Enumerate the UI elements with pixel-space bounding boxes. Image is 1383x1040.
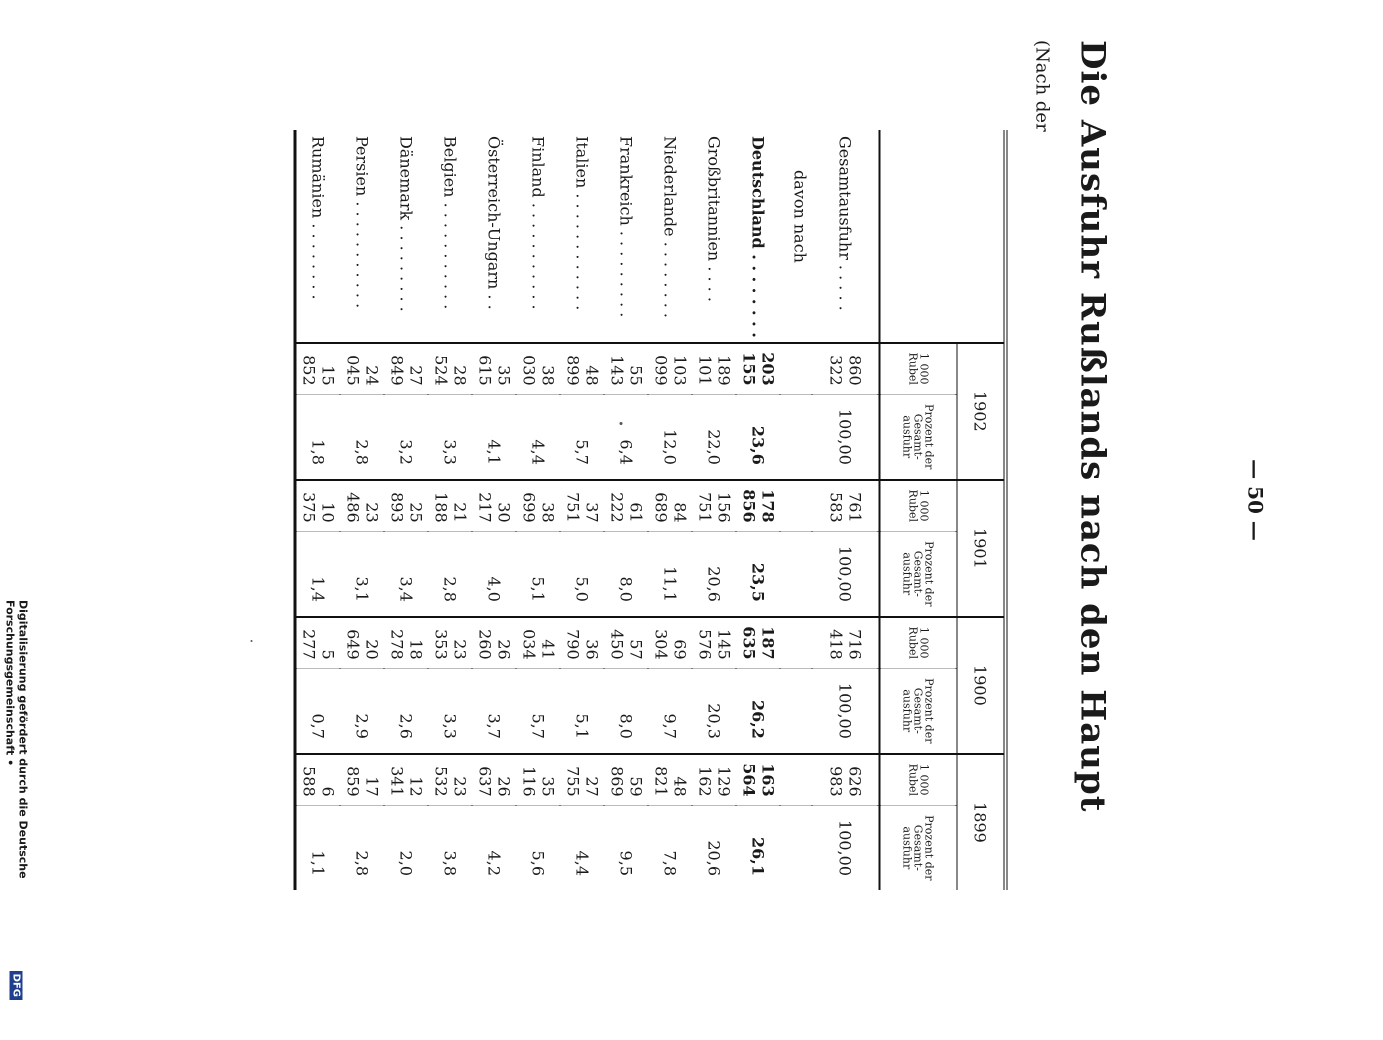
subhead-label: davon nach: [790, 170, 810, 263]
cell-rubel: 38 030: [517, 343, 561, 394]
row-label: Rumänien . . . . . . . .: [309, 136, 328, 300]
row-label: Gesamtausfuhr . . . . .: [836, 136, 855, 311]
row-label: Großbritannien . . . .: [705, 136, 724, 302]
table-row: [737, 130, 781, 890]
cell-rubel: 30 217: [473, 480, 517, 531]
cell-percent: 2,8: [429, 531, 473, 617]
cell-percent: 0,7: [295, 668, 341, 754]
cell-rubel: 716 418: [813, 617, 880, 668]
row-label: Belgien . . . . . . . . . . .: [441, 136, 460, 310]
cell-percent: 20,6: [693, 531, 737, 617]
print-speck: [251, 640, 253, 642]
cell-percent: 3,7: [473, 668, 517, 754]
cell-percent: 12,0: [649, 394, 693, 480]
cell-rubel: 163 564: [737, 754, 781, 805]
cell-percent: 100,00: [813, 668, 880, 754]
table-row: [341, 130, 385, 890]
cell-rubel: 103 099: [649, 343, 693, 394]
row-label: Deutschland . . . . . . . .: [749, 136, 768, 338]
cell-percent: 100,00: [813, 805, 880, 890]
cell-percent: 100,00: [813, 531, 880, 617]
cell-rubel: 23 353: [429, 617, 473, 668]
cell-rubel: 129 162: [693, 754, 737, 805]
cell-rubel: 28 524: [429, 343, 473, 394]
cell-percent: 26,2: [737, 668, 781, 754]
cell-rubel: 69 304: [649, 617, 693, 668]
year-header: 1900: [957, 617, 1006, 754]
cell-percent: 2,8: [341, 394, 385, 480]
page-title: Die Ausfuhr Rußlands nach den Haupt: [1072, 40, 1113, 813]
cell-percent: 1,4: [295, 531, 341, 617]
table-row-subhead: [781, 130, 813, 890]
cell-percent: 5,7: [561, 394, 605, 480]
cell-percent: 2,6: [385, 668, 429, 754]
cell-percent: 7,8: [649, 805, 693, 890]
cell-rubel: 24 045: [341, 343, 385, 394]
cell-percent: 9,5: [605, 805, 649, 890]
cell-rubel: 761 583: [813, 480, 880, 531]
table-row: [429, 130, 473, 890]
cell-percent: 4,4: [517, 394, 561, 480]
print-speck: [620, 422, 623, 425]
cell-percent: 23,6: [737, 394, 781, 480]
cell-rubel: 18 278: [385, 617, 429, 668]
cell-percent: 20,3: [693, 668, 737, 754]
cell-percent: 4,4: [561, 805, 605, 890]
cell-rubel: 187 635: [737, 617, 781, 668]
row-label: Italien . . . . . . . . . . . .: [573, 136, 592, 311]
rubel-header: 1 000 Rubel: [880, 617, 958, 668]
cell-percent: 23,5: [737, 531, 781, 617]
cell-percent: 2,9: [341, 668, 385, 754]
percent-header: Prozent der Gesamt-ausfuhr: [880, 805, 958, 890]
percent-header: Prozent der Gesamt-ausfuhr: [880, 394, 958, 480]
cell-rubel: 23 486: [341, 480, 385, 531]
cell-percent: 3,4: [385, 531, 429, 617]
cell-rubel: 5 277: [295, 617, 341, 668]
cell-percent: 22,0: [693, 394, 737, 480]
cell-percent: 1,8: [295, 394, 341, 480]
cell-rubel: 48 899: [561, 343, 605, 394]
row-label: Frankreich . . . . . . . . .: [617, 136, 636, 318]
credit-text: Digitalisierung gefördert durch die Deutsche Forschungsgemeinschaft •: [3, 600, 30, 879]
cell-percent: 4,0: [473, 531, 517, 617]
cell-percent: 26,1: [737, 805, 781, 890]
cell-rubel: 37 751: [561, 480, 605, 531]
cell-rubel: 84 689: [649, 480, 693, 531]
cell-percent: 2,8: [341, 805, 385, 890]
cell-rubel: 59 869: [605, 754, 649, 805]
table-row: [561, 130, 605, 890]
cell-percent: 1,1: [295, 805, 341, 890]
cell-percent: 4,2: [473, 805, 517, 890]
stub-header: [880, 130, 1006, 343]
cell-percent: 3,1: [341, 531, 385, 617]
cell-rubel: 27 849: [385, 343, 429, 394]
cell-percent: 3,3: [429, 394, 473, 480]
cell-rubel: 26 637: [473, 754, 517, 805]
cell-rubel: 27 755: [561, 754, 605, 805]
export-table: [294, 130, 1008, 890]
cell-rubel: 203 155: [737, 343, 781, 394]
cell-rubel: 626 983: [813, 754, 880, 805]
cell-percent: 9,7: [649, 668, 693, 754]
rubel-header: 1 000 Rubel: [880, 754, 958, 805]
percent-header: Prozent der Gesamt-ausfuhr: [880, 668, 958, 754]
cell-percent: 5,6: [517, 805, 561, 890]
table-row: [693, 130, 737, 890]
cell-rubel: 145 576: [693, 617, 737, 668]
cell-rubel: 35 116: [517, 754, 561, 805]
row-label: Finland . . . . . . . . . . .: [529, 136, 548, 310]
cell-rubel: 17 859: [341, 754, 385, 805]
cell-percent: 4,1: [473, 394, 517, 480]
cell-percent: 3,8: [429, 805, 473, 890]
cell-percent: 8,0: [605, 531, 649, 617]
year-header: 1899: [957, 754, 1006, 890]
cell-rubel: 36 790: [561, 617, 605, 668]
cell-percent: 20,6: [693, 805, 737, 890]
rubel-header: 1 000 Rubel: [880, 480, 958, 531]
cell-percent: 8,0: [605, 668, 649, 754]
rubel-header: 1 000 Rubel: [880, 343, 958, 394]
year-header: 1901: [957, 480, 1006, 617]
cell-rubel: 21 188: [429, 480, 473, 531]
cell-rubel: 156 751: [693, 480, 737, 531]
cell-rubel: 55 143: [605, 343, 649, 394]
cell-percent: 6,4: [605, 394, 649, 480]
digitization-credit: [4, 0, 30, 1000]
cell-percent: 100,00: [813, 394, 880, 480]
year-header: 1902: [957, 343, 1006, 480]
cell-rubel: 25 893: [385, 480, 429, 531]
cell-percent: 5,1: [517, 531, 561, 617]
cell-rubel: 15 852: [295, 343, 341, 394]
cell-rubel: 860 322: [813, 343, 880, 394]
cell-rubel: 12 341: [385, 754, 429, 805]
cell-rubel: 57 450: [605, 617, 649, 668]
table-row: [517, 130, 561, 890]
row-label: Niederlande . . . . . . . .: [661, 136, 680, 318]
table-row: [473, 130, 517, 890]
cell-percent: 11,1: [649, 531, 693, 617]
cell-rubel: 178 856: [737, 480, 781, 531]
cell-rubel: 189 101: [693, 343, 737, 394]
cell-percent: 5,0: [561, 531, 605, 617]
cell-rubel: 10 375: [295, 480, 341, 531]
percent-header: Prozent der Gesamt-ausfuhr: [880, 531, 958, 617]
table-row-total: [813, 130, 880, 890]
row-label: Dänemark . . . . . . . . .: [397, 136, 416, 312]
cell-percent: 5,1: [561, 668, 605, 754]
row-label: Österreich-Ungarn . .: [485, 136, 504, 310]
table-row: [295, 130, 341, 890]
cell-rubel: 26 260: [473, 617, 517, 668]
dfg-logo: DFG: [10, 971, 23, 1000]
cell-percent: 3,2: [385, 394, 429, 480]
cell-rubel: 38 699: [517, 480, 561, 531]
table-body: [295, 130, 880, 890]
cell-rubel: 41 034: [517, 617, 561, 668]
cell-rubel: 61 222: [605, 480, 649, 531]
cell-rubel: 48 821: [649, 754, 693, 805]
page-subtitle: (Nach der: [1031, 40, 1053, 132]
cell-percent: 2,0: [385, 805, 429, 890]
cell-rubel: 6 588: [295, 754, 341, 805]
row-label: Persien . . . . . . . . . . .: [353, 136, 372, 309]
cell-percent: 5,7: [517, 668, 561, 754]
table-row: [385, 130, 429, 890]
page-number: — 50 —: [1243, 459, 1268, 541]
cell-rubel: 20 649: [341, 617, 385, 668]
table-row: [605, 130, 649, 890]
cell-rubel: 35 615: [473, 343, 517, 394]
cell-percent: 3,3: [429, 668, 473, 754]
table-row: [649, 130, 693, 890]
cell-rubel: 23 532: [429, 754, 473, 805]
